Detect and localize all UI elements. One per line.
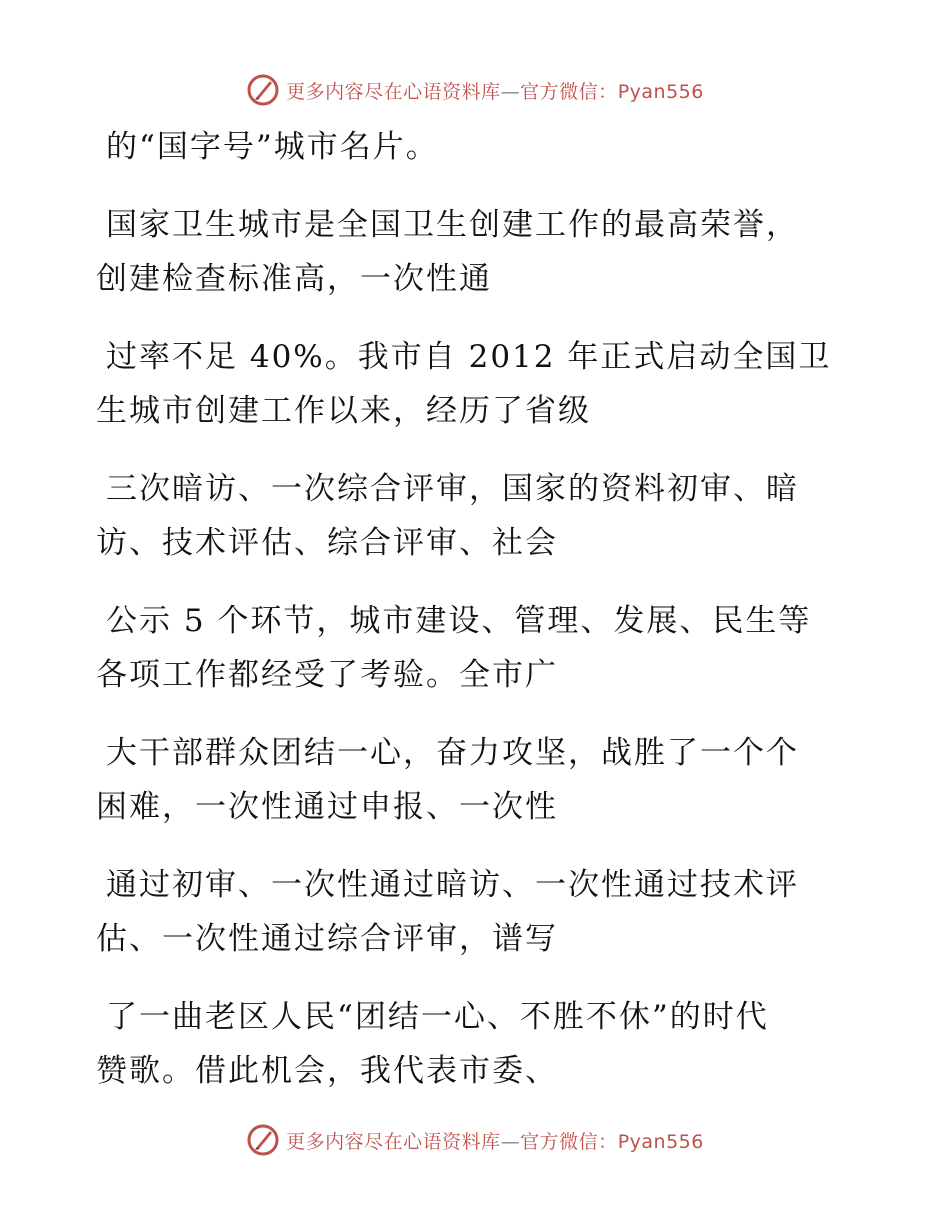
- banner-text: [286, 1127, 704, 1154]
- paragraph-line: 大干部群众团结一心，奋力攻坚，战胜了一个个: [106, 735, 799, 771]
- document-body: [96, 120, 856, 1098]
- paragraph-line: 公示 5 个环节，城市建设、管理、发展、民生等: [106, 603, 812, 639]
- banner-wechat-label: 官方微信：: [520, 80, 618, 103]
- paragraph-line: 了一曲老区人民“团结一心、不胜不休”的时代: [106, 999, 769, 1035]
- header-banner: [0, 68, 950, 112]
- paragraph-line: 困难，一次性通过申报、一次性: [96, 789, 558, 825]
- banner-separator: —: [500, 1130, 521, 1153]
- banner-wechat-id: Pyan556: [617, 80, 704, 103]
- paragraph-line: 三次暗访、一次综合评审，国家的资料初审、暗: [106, 471, 799, 507]
- paragraph-line: 通过初审、一次性通过暗访、一次性通过技术评: [106, 867, 799, 903]
- banner-text: [286, 77, 704, 104]
- paragraph-line: 过率不足 40%。我市自 2012 年正式启动全国卫: [106, 339, 832, 375]
- paragraph-line: 估、一次性通过综合评审，谱写: [96, 921, 558, 957]
- banner-wechat-label: 官方微信：: [520, 1130, 618, 1153]
- banner-site-text: 更多内容尽在心语资料库: [286, 1130, 501, 1153]
- footer-banner: [0, 1118, 950, 1162]
- paragraph-line: 生城市创建工作以来，经历了省级: [96, 393, 591, 429]
- quill-pen-logo-icon: [246, 73, 280, 107]
- paragraph-line: 的“国字号”城市名片。: [106, 129, 439, 165]
- paragraph-line: 各项工作都经受了考验。全市广: [96, 657, 558, 693]
- banner-site-text: 更多内容尽在心语资料库: [286, 80, 501, 103]
- paragraph-line: 赞歌。借此机会，我代表市委、: [96, 1053, 558, 1089]
- paragraph-line: 创建检查标准高，一次性通: [96, 261, 492, 297]
- paragraph-line: 访、技术评估、综合评审、社会: [96, 525, 558, 561]
- banner-separator: —: [500, 80, 521, 103]
- paragraph-line: 国家卫生城市是全国卫生创建工作的最高荣誉，: [106, 207, 799, 243]
- banner-wechat-id: Pyan556: [617, 1130, 704, 1153]
- quill-pen-logo-icon: [246, 1123, 280, 1157]
